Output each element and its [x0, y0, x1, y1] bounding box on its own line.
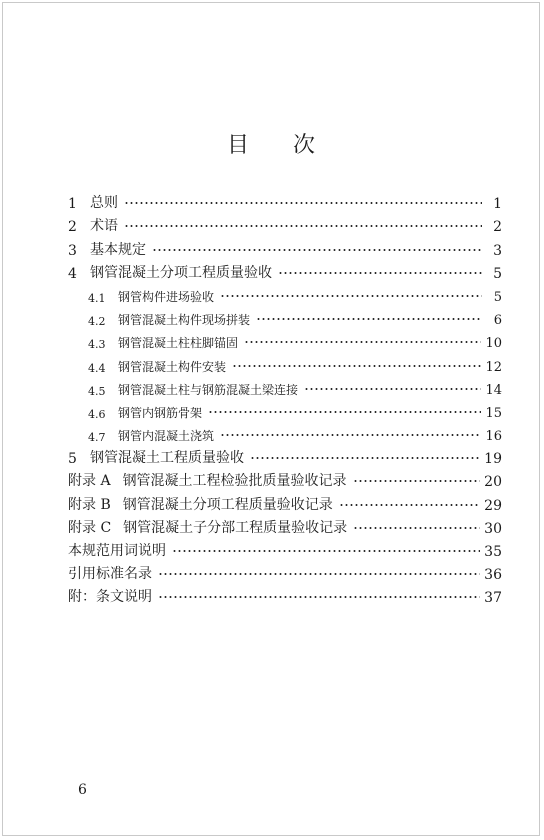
- toc-entry-title: 钢管混凝土分项工程质量验收: [90, 264, 272, 281]
- toc-entry-title: 钢管混凝土柱柱脚锚固: [118, 336, 239, 351]
- toc-entry-label: [68, 192, 118, 212]
- toc-title: [0, 128, 544, 159]
- toc-entry-page: 3: [493, 242, 502, 259]
- toc-entry-number: 4.5: [88, 384, 106, 398]
- toc-entry-label: [68, 540, 166, 560]
- toc-entry-label: [68, 381, 298, 398]
- toc-entry-title: 术语: [90, 218, 118, 235]
- toc-entry-title: 钢管混凝土子分部工程质量验收记录: [123, 519, 348, 536]
- toc-entry-number: 4.6: [88, 407, 106, 421]
- toc-entry-title: 钢管构件进场验收: [118, 289, 215, 304]
- toc-entry-page: 36: [484, 567, 502, 584]
- toc-entry-page: 12: [485, 359, 502, 375]
- toc-entry-page: 2: [493, 219, 502, 236]
- toc-entry[interactable]: [68, 235, 502, 258]
- toc-entry-title: 钢管混凝土柱与钢筋混凝土梁连接: [118, 382, 299, 397]
- toc-entry-page: 29: [484, 497, 502, 514]
- toc-entry[interactable]: [68, 282, 502, 305]
- toc-entry-title: 基本规定: [90, 241, 146, 258]
- dot-leader: [353, 522, 480, 534]
- toc-entry-label: [68, 447, 244, 467]
- toc-entry-label: [68, 470, 347, 490]
- toc-entry-title: 钢管混凝土构件安装: [118, 359, 227, 374]
- dot-leader: [124, 220, 482, 232]
- dot-leader: [172, 545, 480, 557]
- toc-entry-label: [68, 494, 333, 514]
- toc-entry-number: 5: [68, 451, 77, 468]
- toc-entry-page: 37: [484, 590, 502, 607]
- toc-entry-page: 35: [484, 544, 502, 560]
- toc-entry-page: 6: [493, 313, 502, 329]
- toc-entry-number: 4: [68, 265, 77, 282]
- toc-entry-number: 附录 C: [68, 519, 112, 536]
- page-number: 6: [78, 782, 87, 798]
- dot-leader: [353, 475, 481, 487]
- dot-leader: [304, 383, 481, 395]
- toc-entry[interactable]: [68, 560, 502, 583]
- toc-entry-number: 4.1: [88, 291, 106, 305]
- dot-leader: [158, 568, 480, 580]
- toc-entry-page: 10: [485, 336, 502, 352]
- dot-leader: [220, 290, 482, 302]
- toc-entry-number: 4.2: [88, 315, 106, 329]
- dot-leader: [208, 406, 481, 418]
- toc-entry-label: [68, 427, 214, 444]
- dot-leader: [250, 452, 480, 464]
- toc-entry-label: [68, 311, 250, 328]
- toc-entry[interactable]: [68, 259, 502, 282]
- dot-leader: [339, 499, 480, 511]
- toc-entry-label: [68, 586, 152, 606]
- dot-leader: [152, 244, 482, 256]
- toc-entry-number: 1: [68, 196, 77, 213]
- toc-entry-title: 本规范用词说明: [68, 543, 166, 559]
- toc-entry-number: 2: [68, 219, 77, 236]
- toc-entry-page: 19: [484, 451, 502, 468]
- toc-entry-label: [68, 262, 272, 282]
- toc-entry[interactable]: [68, 328, 502, 351]
- toc-entry[interactable]: [68, 490, 502, 513]
- toc-entry[interactable]: [68, 351, 502, 374]
- dot-leader: [278, 267, 482, 279]
- toc-entry-page: 14: [485, 382, 502, 398]
- toc-entry-page: 15: [485, 405, 502, 421]
- toc-entry-label: [68, 334, 238, 351]
- toc-entry-number: 3: [68, 242, 77, 259]
- dot-leader: [244, 336, 481, 348]
- toc-entry[interactable]: [68, 514, 502, 537]
- toc-entry-page: 30: [484, 520, 502, 537]
- toc-entry[interactable]: [68, 467, 502, 490]
- toc-entry[interactable]: [68, 305, 502, 328]
- toc-entry[interactable]: [68, 421, 502, 444]
- toc-entry[interactable]: [68, 583, 502, 606]
- toc-entry-title: 附：条文说明: [68, 589, 152, 606]
- toc-entry-label: [68, 215, 118, 235]
- toc-title-part1: 目: [226, 133, 251, 158]
- toc-entry-label: [68, 288, 214, 305]
- toc-entry-title: 钢管内混凝土浇筑: [118, 429, 215, 444]
- toc-entry-title: 引用标准名录: [68, 566, 152, 583]
- toc-entry-title: 钢管内钢筋骨架: [118, 405, 203, 420]
- toc-entry-page: 16: [485, 429, 502, 445]
- toc-entry-title: 钢管混凝土构件现场拼装: [118, 313, 251, 328]
- toc-entry-title: 总则: [90, 195, 118, 212]
- toc-entry-title: 钢管混凝土工程质量验收: [90, 450, 244, 467]
- toc-title-part2: 次: [293, 133, 318, 158]
- toc-entry-page: 5: [493, 265, 502, 282]
- toc-entry-label: [68, 517, 347, 537]
- toc-entry[interactable]: [68, 398, 502, 421]
- dot-leader: [232, 360, 481, 372]
- toc-entry-label: [68, 563, 152, 583]
- toc-entry-label: [68, 358, 226, 375]
- dot-leader: [220, 429, 481, 441]
- toc-entry-number: 4.3: [88, 338, 106, 352]
- toc-entry-number: 4.7: [88, 431, 106, 445]
- dot-leader: [256, 313, 482, 325]
- toc-entry-number: 附录 A: [68, 473, 111, 490]
- toc-entry-number: 4.4: [88, 361, 106, 375]
- toc-entry-page: 1: [493, 196, 502, 213]
- dot-leader: [158, 591, 480, 603]
- dot-leader: [124, 197, 482, 209]
- toc-entry-title: 钢管混凝土工程检验批质量验收记录: [122, 473, 347, 490]
- toc-entry-label: [68, 239, 146, 259]
- table-of-contents: [68, 189, 502, 606]
- toc-entry-page: 5: [493, 289, 502, 305]
- toc-entry[interactable]: [68, 375, 502, 398]
- toc-entry-label: [68, 404, 202, 421]
- toc-entry[interactable]: [68, 444, 502, 467]
- toc-entry[interactable]: [68, 189, 502, 212]
- toc-entry-number: 附录 B: [68, 496, 111, 513]
- toc-entry[interactable]: [68, 537, 502, 560]
- toc-entry[interactable]: [68, 212, 502, 235]
- toc-entry-title: 钢管混凝土分项工程质量验收记录: [122, 496, 333, 513]
- toc-entry-page: 20: [484, 474, 502, 491]
